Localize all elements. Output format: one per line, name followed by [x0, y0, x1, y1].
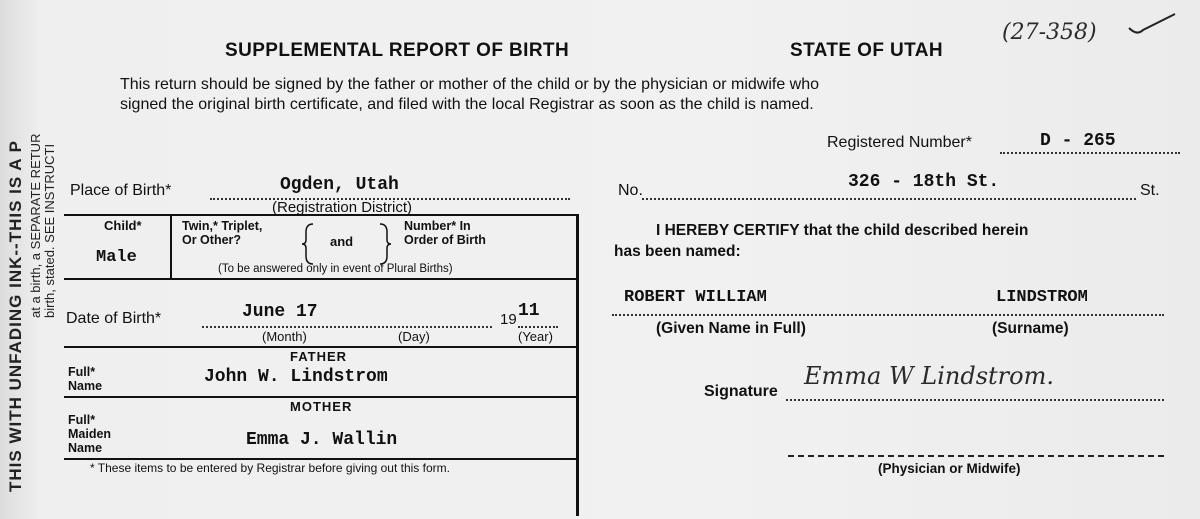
box-divider-row2	[64, 346, 578, 348]
instructions-line-1: This return should be signed by the father or mother of the child or by the physician or midwife who	[120, 76, 820, 93]
day-caption: (Day)	[398, 329, 430, 344]
signature-handwritten: Emma W Lindstrom.	[804, 362, 1054, 390]
child-sex-label: Child*	[104, 218, 142, 233]
registration-district-caption: (Registration District)	[272, 199, 413, 216]
mother-maiden-name-value: Emma J. Wallin	[246, 430, 398, 450]
birth-order-label: Number* In Order of Birth	[404, 219, 486, 247]
right-brace-icon	[377, 222, 393, 266]
street-address-line	[642, 198, 1136, 200]
given-name-caption: (Given Name in Full)	[656, 320, 806, 337]
street-suffix-label: St.	[1140, 182, 1160, 199]
instructions-line-2: signed the original birth certificate, and filed with the local Registrar as soon as the child is named.	[120, 96, 814, 113]
place-of-birth-label: Place of Birth*	[70, 182, 172, 199]
birth-year-line	[518, 326, 558, 328]
box-divider-row3	[64, 396, 578, 398]
date-of-birth-month-day: June 17	[242, 302, 318, 322]
left-brace-icon	[300, 222, 316, 266]
registered-number-label: Registered Number*	[827, 134, 972, 151]
child-name-line	[612, 314, 1164, 316]
registered-number-value: D - 265	[1040, 131, 1116, 151]
twin-triplet-label: Twin,* Triplet, Or Other?	[182, 219, 263, 247]
certify-text-line-1: I HEREBY CERTIFY that the child described herein	[656, 222, 1029, 239]
place-of-birth-value: Ogden, Utah	[280, 175, 399, 195]
street-address-value: 326 - 18th St.	[848, 172, 1000, 192]
and-label: and	[330, 234, 354, 249]
birth-year-suffix: 11	[518, 301, 540, 321]
side-margin-sub1-text: at a birth, a SEPARATE RETUR	[28, 133, 43, 318]
mother-heading: MOTHER	[290, 399, 353, 414]
child-sex-value: Male	[96, 248, 137, 267]
plural-births-note: (To be answered only in event of Plural Births)	[218, 263, 453, 275]
box-divider-sex	[170, 216, 172, 278]
state-title: STATE OF UTAH	[790, 40, 943, 61]
street-number-label: No.	[618, 182, 643, 199]
physician-signature-line	[788, 455, 1164, 457]
physician-midwife-caption: (Physician or Midwife)	[878, 461, 1021, 476]
date-of-birth-line	[202, 326, 492, 328]
signature-label: Signature	[704, 383, 778, 400]
registered-number-line	[1000, 152, 1180, 154]
date-of-birth-label: Date of Birth*	[66, 310, 162, 327]
form-title: SUPPLEMENTAL REPORT OF BIRTH	[225, 40, 570, 61]
side-margin-sub2-text: birth, stated. SEE INSTRUCTI	[42, 143, 57, 318]
father-name-value: John W. Lindstrom	[204, 367, 388, 387]
file-number-handwritten: (27-358)	[1002, 20, 1097, 45]
surname-value: LINDSTROM	[996, 288, 1088, 307]
surname-caption: (Surname)	[992, 320, 1069, 337]
registrar-footnote: * These items to be entered by Registrar before giving out this form.	[90, 461, 450, 475]
side-margin-main-text: THIS WITH UNFADING INK--THIS IS A P	[6, 139, 25, 492]
birth-year-prefix: 19	[500, 311, 517, 328]
given-name-value: ROBERT WILLIAM	[624, 288, 767, 307]
box-divider-row1	[64, 278, 578, 280]
father-heading: FATHER	[290, 349, 348, 364]
month-caption: (Month)	[262, 329, 307, 344]
year-caption: (Year)	[518, 329, 553, 344]
box-divider-row4	[64, 458, 578, 460]
signature-line	[786, 399, 1164, 401]
check-mark-icon	[1125, 8, 1185, 38]
mother-maiden-name-label: Full* Maiden Name	[68, 413, 112, 455]
father-name-label: Full* Name	[68, 365, 103, 393]
certify-text-line-2: has been named:	[614, 243, 741, 260]
